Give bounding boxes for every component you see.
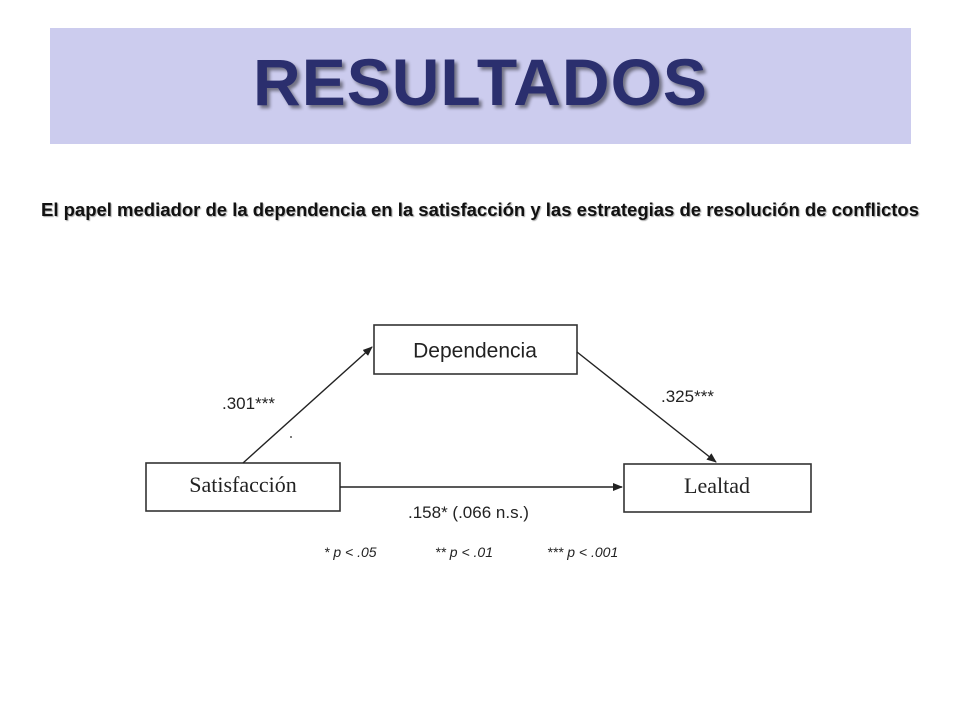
path-a-coefficient: .301*** [222,394,275,413]
slide-subtitle: El papel mediador de la dependencia en la satisfacción y las estrategias de resolución de conflictos [40,199,920,220]
stray-dot [290,436,292,438]
path-c-coefficient: .158* (.066 n.s.) [408,503,529,522]
outcome-label: Lealtad [684,473,750,499]
path-b-arrow [577,352,716,462]
significance-note-3: *** p < .001 [547,544,619,560]
significance-note-2: ** p < .01 [435,544,493,560]
mediator-label: Dependencia [413,339,537,363]
significance-note-1: * p < .05 [324,544,377,560]
predictor-label: Satisfacción [189,472,297,498]
slide-title: RESULTADOS [253,45,708,119]
path-b-coefficient: .325*** [661,387,714,406]
